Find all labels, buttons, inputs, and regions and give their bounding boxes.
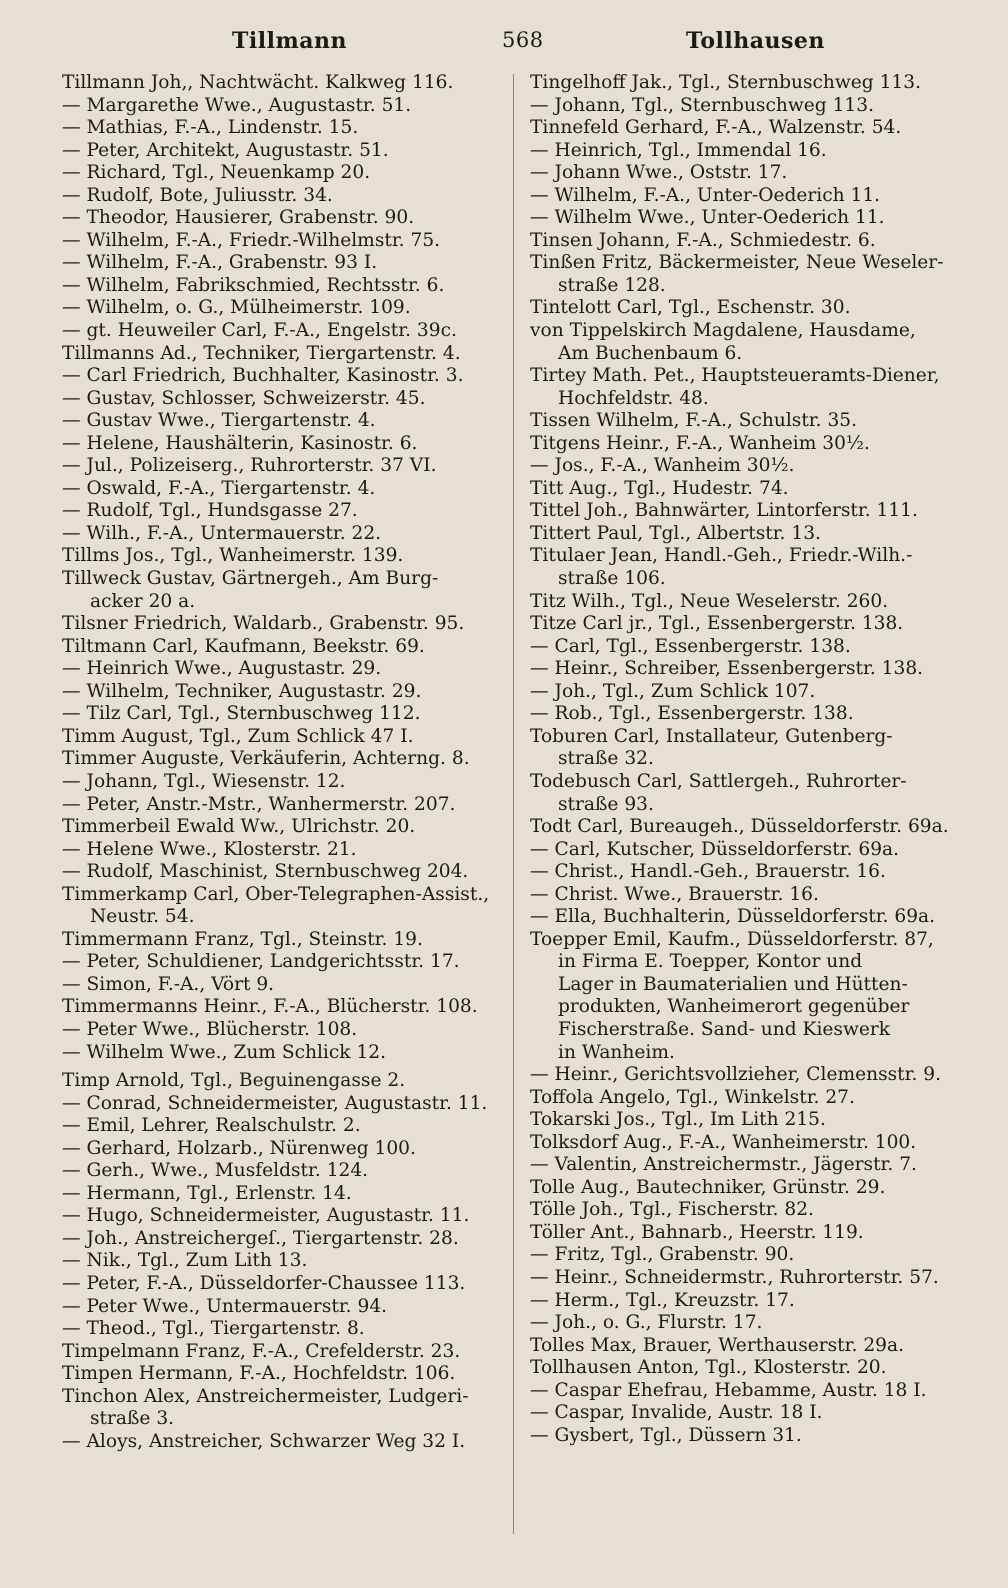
- directory-entry: — Heinrich, Tgl., Immendal 16.: [530, 139, 827, 161]
- directory-entry: — Helene, Haushälterin, Kasinostr. 6.: [62, 432, 418, 454]
- directory-entry: — Helene Wwe., Klosterstr. 21.: [62, 838, 357, 860]
- directory-entry: — Peter, F.-A., Düsseldorfer-Chaussee 113.: [62, 1272, 466, 1294]
- directory-entry: Titt Aug., Tgl., Hudestr. 74.: [530, 477, 789, 499]
- directory-entry: Tollhausen Anton, Tgl., Klosterstr. 20.: [530, 1357, 887, 1379]
- directory-entry: Todt Carl, Bureaugeh., Düsseldorferstr. 69a.: [530, 816, 949, 838]
- directory-entry: — Joh., Anstreichergeſ., Tiergartenstr. 28.: [62, 1227, 459, 1249]
- left-column: [62, 72, 496, 1453]
- directory-entry: Tolles Max, Brauer, Werthauserstr. 29a.: [530, 1334, 904, 1356]
- directory-entry: Tolksdorf Aug., F.-A., Wanheimerstr. 100.: [530, 1131, 917, 1153]
- directory-entry: — Jul., Polizeiserg., Ruhrorterstr. 37 VI.: [62, 455, 437, 477]
- directory-entry: Timpelmann Franz, F.-A., Crefelderstr. 23.: [62, 1340, 461, 1362]
- right-column: [530, 72, 962, 1447]
- directory-entry: — Wilhelm, o. G., Mülheimerstr. 109.: [62, 297, 411, 319]
- directory-entry: Tillmann Joh,, Nachtwächt. Kalkweg 116.: [62, 72, 454, 93]
- directory-entry: — Mathias, F.-A., Lindenstr. 15.: [62, 117, 359, 139]
- directory-entry: — Emil, Lehrer, Realschulstr. 2.: [62, 1115, 361, 1137]
- directory-entry: Timmermanns Heinr., F.-A., Blücherstr. 108.: [62, 996, 478, 1018]
- running-head-right: Tollhausen: [686, 28, 825, 54]
- directory-entry: — Rob., Tgl., Essenbergerstr. 138.: [530, 703, 854, 725]
- directory-entry: — Simon, F.-A., Vört 9.: [62, 973, 275, 995]
- directory-entry: — Carl, Kutscher, Düsseldorferstr. 69a.: [530, 838, 900, 860]
- directory-entry: — Wilhelm, F.-A., Grabenstr. 93 I.: [62, 252, 378, 274]
- directory-entry: — Jos., F.-A., Wanheim 30½.: [530, 455, 795, 477]
- directory-entry: straße 3.: [90, 1408, 175, 1430]
- directory-entry: — Wilhelm Wwe., Unter-Oederich 11.: [530, 207, 885, 229]
- directory-entry: — Caspar Ehefrau, Hebamme, Austr. 18 I.: [530, 1379, 927, 1401]
- directory-entry: Timmerkamp Carl, Ober-Telegraphen-Assist.,: [62, 883, 490, 905]
- directory-entry: — Peter, Schuldiener, Landgerichtsstr. 17.: [62, 951, 460, 973]
- directory-entry: Tirtey Math. Pet., Hauptsteueramts-Diener,: [530, 365, 940, 387]
- directory-entry: — Carl, Tgl., Essenbergerstr. 138.: [530, 635, 851, 657]
- directory-entry: — Heinr., Schreiber, Essenbergerstr. 138.: [530, 658, 924, 680]
- directory-entry: — Gustav, Schlosser, Schweizerstr. 45.: [62, 387, 426, 409]
- directory-entry: Tingelhoff Jak., Tgl., Sternbuschweg 113.: [530, 72, 922, 93]
- directory-entry: — Johann Wwe., Oststr. 17.: [530, 162, 788, 184]
- directory-entry: in Firma E. Toepper, Kontor und: [558, 951, 863, 973]
- directory-entry: — Valentin, Anstreichermstr., Jägerstr. 7.: [530, 1154, 917, 1176]
- directory-entry: Toburen Carl, Installateur, Gutenberg-: [530, 725, 893, 747]
- directory-entry: — Gustav Wwe., Tiergartenstr. 4.: [62, 410, 376, 432]
- directory-entry: — Tilz Carl, Tgl., Sternbuschweg 112.: [62, 703, 421, 725]
- directory-entry: Tintelott Carl, Tgl., Eschenstr. 30.: [530, 297, 851, 319]
- directory-entry: Tinsen Johann, F.-A., Schmiedestr. 6.: [530, 229, 876, 251]
- directory-entry: Timp Arnold, Tgl., Beguinengasse 2.: [62, 1070, 406, 1092]
- directory-entry: — Aloys, Anstreicher, Schwarzer Weg 32 I.: [62, 1430, 466, 1452]
- directory-entry: Tolle Aug., Bautechniker, Grünstr. 29.: [530, 1176, 886, 1198]
- directory-entry: Titz Wilh., Tgl., Neue Weselerstr. 260.: [530, 590, 889, 612]
- directory-entry: — Wilh., F.-A., Untermauerstr. 22.: [62, 522, 382, 544]
- directory-entry: — Caspar, Invalide, Austr. 18 I.: [530, 1402, 823, 1424]
- directory-entry: Fischerstraße. Sand- und Kieswerk: [558, 1018, 891, 1040]
- directory-entry: — Joh., o. G., Flurstr. 17.: [530, 1312, 763, 1334]
- directory-entry: — Johann, Tgl., Sternbuschweg 113.: [530, 94, 874, 116]
- directory-entry: Tiltmann Carl, Kaufmann, Beekstr. 69.: [62, 635, 425, 657]
- directory-entry: — Wilhelm, Techniker, Augustastr. 29.: [62, 680, 422, 702]
- directory-entry: Timm August, Tgl., Zum Schlick 47 I.: [62, 725, 414, 747]
- directory-entry: Am Buchenbaum 6.: [558, 342, 743, 364]
- directory-entry: — Conrad, Schneidermeister, Augustastr. 11.: [62, 1092, 488, 1114]
- directory-entry: — Johann, Tgl., Wiesenstr. 12.: [62, 770, 346, 792]
- directory-entry: Tölle Joh., Tgl., Fischerstr. 82.: [530, 1199, 814, 1221]
- directory-entry: — Richard, Tgl., Neuenkamp 20.: [62, 162, 371, 184]
- directory-entry: straße 32.: [558, 748, 654, 770]
- directory-entry: — Wilhelm, F.-A., Friedr.-Wilhelmstr. 75.: [62, 229, 441, 251]
- directory-entry: Toepper Emil, Kaufm., Düsseldorferstr. 87,: [530, 928, 934, 950]
- directory-entry: Tittert Paul, Tgl., Albertstr. 13.: [530, 522, 821, 544]
- directory-entry: Titulaer Jean, Handl.-Geh., Friedr.-Wilh.-: [530, 545, 913, 567]
- directory-entry: Hochfeldstr. 48.: [558, 387, 709, 409]
- directory-entry: — Oswald, F.-A., Tiergartenstr. 4.: [62, 477, 376, 499]
- directory-entry: — Carl Friedrich, Buchhalter, Kasinostr. 3.: [62, 365, 464, 387]
- directory-entry: — Christ. Wwe., Brauerstr. 16.: [530, 883, 819, 905]
- directory-entry: Timpen Hermann, F.-A., Hochfeldstr. 106.: [62, 1363, 456, 1385]
- directory-entry: — gt. Heuweiler Carl, F.-A., Engelstr. 39c.: [62, 320, 457, 342]
- directory-entry: acker 20 a.: [90, 590, 196, 612]
- directory-entry: — Heinr., Gerichtsvollzieher, Clemensstr. 9.: [530, 1064, 942, 1086]
- directory-entry: Timmermann Franz, Tgl., Steinstr. 19.: [62, 928, 423, 950]
- directory-entry: — Rudolf, Maschinist, Sternbuschweg 204.: [62, 861, 469, 883]
- directory-entry: Tissen Wilhelm, F.-A., Schulstr. 35.: [530, 410, 858, 432]
- directory-entry: Lager in Baumaterialien und Hütten-: [558, 973, 908, 995]
- directory-entry: Timmer Auguste, Verkäuferin, Achterng. 8.: [62, 748, 470, 770]
- directory-entry: straße 106.: [558, 568, 666, 590]
- directory-entry: — Ella, Buchhalterin, Düsseldorferstr. 69a.: [530, 906, 936, 928]
- directory-entry: straße 128.: [558, 274, 666, 296]
- directory-entry: Toffola Angelo, Tgl., Winkelstr. 27.: [530, 1086, 855, 1108]
- directory-entry: — Wilhelm, F.-A., Unter-Oederich 11.: [530, 184, 881, 206]
- directory-entry: — Peter Wwe., Untermauerstr. 94.: [62, 1295, 388, 1317]
- directory-entry: — Rudolf, Bote, Juliusstr. 34.: [62, 184, 333, 206]
- directory-entry: — Nik., Tgl., Zum Lith 13.: [62, 1250, 308, 1272]
- directory-entry: — Heinrich Wwe., Augustastr. 29.: [62, 658, 382, 680]
- running-head-left: Tillmann: [232, 28, 347, 54]
- directory-entry: Neustr. 54.: [90, 906, 195, 928]
- directory-entry: produkten, Wanheimerort gegenüber: [558, 996, 910, 1018]
- directory-entry: Titgens Heinr., F.-A., Wanheim 30½.: [530, 432, 870, 454]
- directory-entry: — Heinr., Schneidermstr., Ruhrorterstr. 57.: [530, 1266, 939, 1288]
- directory-entry: Timmerbeil Ewald Ww., Ulrichstr. 20.: [62, 816, 416, 838]
- directory-entry: — Theod., Tgl., Tiergartenstr. 8.: [62, 1318, 365, 1340]
- directory-entry: in Wanheim.: [558, 1041, 675, 1063]
- directory-entry: von Tippelskirch Magdalene, Hausdame,: [530, 320, 916, 342]
- directory-entry: — Wilhelm, Fabrikschmied, Rechtsstr. 6.: [62, 274, 445, 296]
- directory-entry: straße 93.: [558, 793, 654, 815]
- directory-entry: Töller Ant., Bahnarb., Heerstr. 119.: [530, 1221, 864, 1243]
- directory-entry: — Gysbert, Tgl., Düssern 31.: [530, 1424, 802, 1446]
- directory-entry: — Fritz, Tgl., Grabenstr. 90.: [530, 1244, 795, 1266]
- directory-entry: — Gerh., Wwe., Musfeldstr. 124.: [62, 1160, 369, 1182]
- directory-entry: — Rudolf, Tgl., Hundsgasse 27.: [62, 500, 358, 522]
- column-divider: [513, 74, 514, 1534]
- directory-entry: Tinßen Fritz, Bäckermeister, Neue Weseler-: [530, 252, 944, 274]
- directory-entry: Tokarski Jos., Tgl., Im Lith 215.: [530, 1109, 826, 1131]
- directory-entry: — Margarethe Wwe., Augustastr. 51.: [62, 94, 412, 116]
- directory-entry: Tilsner Friedrich, Waldarb., Grabenstr. 95.: [62, 613, 465, 635]
- directory-entry: — Hermann, Tgl., Erlenstr. 14.: [62, 1182, 352, 1204]
- directory-entry: — Peter, Anstr.-Mstr., Wanhermerstr. 207.: [62, 793, 456, 815]
- directory-entry: Tillmanns Ad., Techniker, Tiergartenstr. 4.: [62, 342, 461, 364]
- directory-entry: — Christ., Handl.-Geh., Brauerstr. 16.: [530, 861, 886, 883]
- directory-entry: Tillweck Gustav, Gärtnergeh., Am Burg-: [62, 568, 439, 590]
- directory-entry: Todebusch Carl, Sattlergeh., Ruhrorter-: [530, 770, 907, 792]
- directory-entry: — Theodor, Hausierer, Grabenstr. 90.: [62, 207, 415, 229]
- directory-entry: — Gerhard, Holzarb., Nürenweg 100.: [62, 1137, 416, 1159]
- directory-entry: — Peter, Architekt, Augustastr. 51.: [62, 139, 389, 161]
- page-number: 568: [502, 28, 544, 52]
- directory-entry: — Hugo, Schneidermeister, Augustastr. 11.: [62, 1205, 470, 1227]
- directory-entry: Tinnefeld Gerhard, F.-A., Walzenstr. 54.: [530, 117, 902, 139]
- directory-entry: — Joh., Tgl., Zum Schlick 107.: [530, 680, 816, 702]
- directory-entry: Tillms Jos., Tgl., Wanheimerstr. 139.: [62, 545, 404, 567]
- directory-entry: — Wilhelm Wwe., Zum Schlick 12.: [62, 1041, 387, 1063]
- directory-entry: — Peter Wwe., Blücherstr. 108.: [62, 1018, 358, 1040]
- directory-entry: Tittel Joh., Bahnwärter, Lintorferstr. 111.: [530, 500, 918, 522]
- directory-entry: Tinchon Alex, Anstreichermeister, Ludgeri-: [62, 1385, 469, 1407]
- directory-entry: Titze Carl jr., Tgl., Essenbergerstr. 138.: [530, 613, 904, 635]
- directory-entry: — Herm., Tgl., Kreuzstr. 17.: [530, 1289, 795, 1311]
